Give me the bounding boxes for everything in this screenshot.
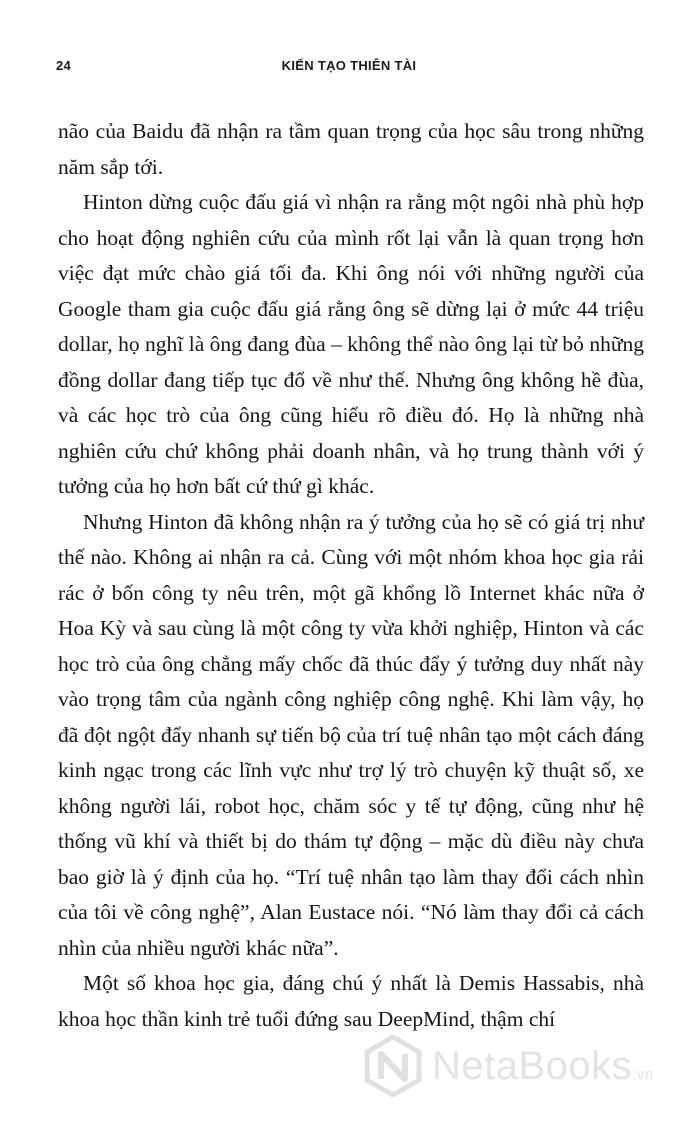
paragraph: Một số khoa học gia, đáng chú ý nhất là Demis Hassabis, nhà khoa học thần kinh trẻ tuổi đứng sau DeepMind, thậm chí (58, 971, 644, 1031)
watermark-text (432, 1044, 654, 1089)
watermark-brand: NetaBooks (432, 1043, 633, 1088)
paragraph: Nhưng Hinton đã không nhận ra ý tưởng của họ sẽ có giá trị như thế nào. Không ai nhận ra cả. Cùng với một nhóm khoa học gia rải rác ở bốn công ty nêu trên, một gã khổng lồ Internet khác nữa ở Hoa Kỳ và sau cùng là một công ty vừa khởi nghiệp, Hinton và các học trò của ông chẳng mấy chốc đã thúc đẩy ý tưởng duy nhất này vào trọng tâm của ngành công nghiệp công nghệ. Khi làm vậy, họ đã đột ngột đẩy nhanh sự tiến bộ của trí tuệ nhân tạo một cách đáng kinh ngạc trong các lĩnh vực như trợ lý trò chuyện kỹ thuật số, xe không người lái, robot học, chăm sóc y tế tự động, cũng như hệ thống vũ khí và thiết bị do thám tự động – mặc dù điều này chưa bao giờ là ý định của họ. “Trí tuệ nhân tạo làm thay đổi cách nhìn của tôi về công nghệ”, Alan Eustace nói. “Nó làm thay đổi cả cách nhìn của nhiều người khác nữa”. (58, 509, 644, 960)
paragraph: Hinton dừng cuộc đấu giá vì nhận ra rằng một ngôi nhà phù hợp cho hoạt động nghiên cứu của mình rốt lại vẫn là quan trọng hơn việc đạt mức chào giá tối đa. Khi ông nói với những người của Google tham gia cuộc đấu giá rằng ông sẽ dừng lại ở mức 44 triệu dollar, họ nghĩ là ông đang đùa – không thể nào ông lại từ bỏ những đồng dollar đang tiếp tục đổ về như thế. Nhưng ông không hề đùa, và các học trò của ông cũng hiểu rõ điều đó. Họ là những nhà nghiên cứu chứ không phải doanh nhân, và họ trung thành với ý tưởng của họ hơn bất cứ thứ gì khác. (58, 190, 644, 498)
watermark-suffix: .vn (632, 1065, 654, 1083)
body-text (58, 114, 644, 1037)
watermark (362, 1026, 692, 1106)
page-header (56, 58, 642, 80)
running-title: KIẾN TẠO THIÊN TÀI (281, 58, 417, 73)
paragraph-continuation: não của Baidu đã nhận ra tầm quan trọng của học sâu trong những năm sắp tới. (58, 119, 644, 179)
n-logo-icon (362, 1035, 424, 1097)
page-number: 24 (56, 58, 72, 73)
